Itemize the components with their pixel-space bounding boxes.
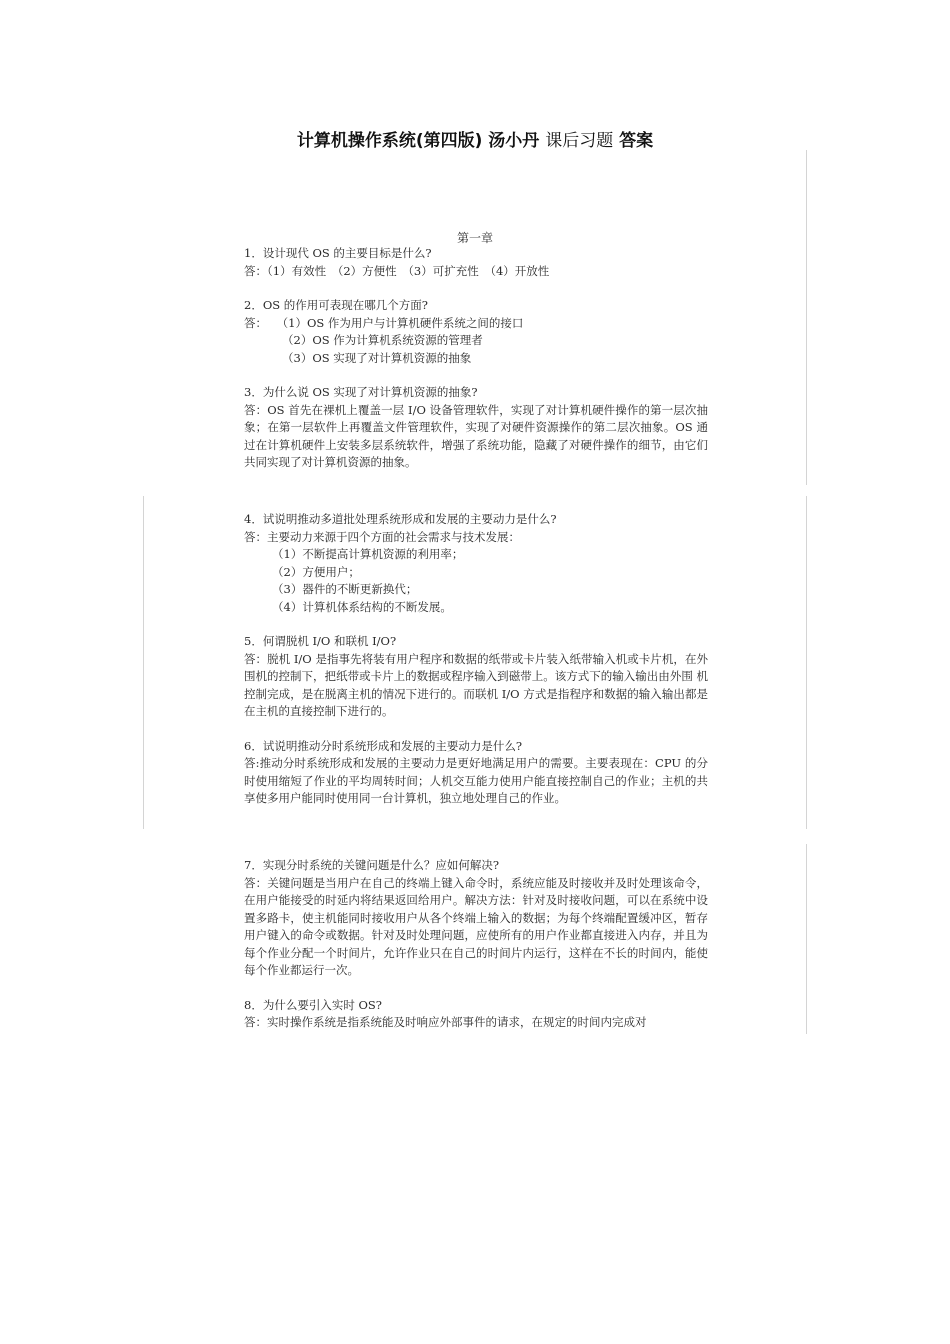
answer-4-item: （2）方便用户； bbox=[272, 564, 360, 579]
question-1: 1．设计现代 OS 的主要目标是什么? bbox=[244, 246, 432, 260]
answer-8: 答：实时操作系统是指系统能及时响应外部事件的请求，在规定的时间内完成对 bbox=[244, 1015, 647, 1029]
title-tail: 答案 bbox=[619, 131, 654, 151]
answer-2-item: （2）OS 作为计算机系统资源的管理者 bbox=[282, 333, 483, 347]
question-3: 3．为什么说 OS 实现了对计算机资源的抽象? bbox=[244, 385, 478, 399]
answer-4: 答：主要动力来源于四个方面的社会需求与技术发展： bbox=[244, 529, 520, 544]
page-edge-line bbox=[806, 844, 807, 1034]
page-edge-line bbox=[143, 496, 144, 829]
answer-1: 答：（1）有效性 （2）方便性 （3）可扩充性 （4）开放性 bbox=[244, 263, 550, 278]
answer-2-item-text: （1）OS 作为用户与计算机硬件系统之间的接口 bbox=[276, 315, 524, 330]
answer-4-item: （4）计算机体系结构的不断发展。 bbox=[272, 599, 452, 614]
title-sub: 课后习题 bbox=[545, 131, 614, 151]
answer-5: 答：脱机 I/O 是指事先将装有用户程序和数据的纸带或卡片装入纸带输入机或卡片机，在外围机的控制下，把纸带或卡片上的数据或程序输入到磁带上。该方式下的输入输出由外围 机控制完成，是在脱离主机的情况下进行的。而联机 I/O 方式是指程序和数据的输入输出都是在主机的直接控制下进行的。 bbox=[244, 651, 708, 718]
answer-4-item: （1）不断提高计算机资源的利用率； bbox=[272, 547, 464, 561]
page-edge-line bbox=[806, 150, 807, 485]
answer-6: 答:推动分时系统形成和发展的主要动力是更好地满足用户的需要。主要表现在：CPU 的分时使用缩短了作业的平均周转时间；人机交互能力使用户能直接控制自己的作业；主机的共享使多用户能同时使用同一台计算机，独立地处理自己的作业。 bbox=[244, 756, 708, 805]
answer-2-item: （3）OS 实现了对计算机资源的抽象 bbox=[282, 350, 472, 365]
question-4: 4．试说明推动多道批处理系统形成和发展的主要动力是什么? bbox=[244, 512, 557, 526]
question-6: 6．试说明推动分时系统形成和发展的主要动力是什么? bbox=[244, 738, 522, 753]
title-main: 计算机操作系统(第四版) 汤小丹 bbox=[296, 131, 540, 151]
section-q1-q3 bbox=[244, 245, 708, 472]
page-edge-line bbox=[806, 496, 807, 829]
answer-3: 答：OS 首先在裸机上覆盖一层 I/O 设备管理软件，实现了对计算机硬件操作的第一层次抽象；在第一层软件上再覆盖文件管理软件，实现了对硬件资源操作的第二层次抽象。OS 通过在计算机硬件上安装多层系统软件，增强了系统功能，隐藏了对硬件操作的细节，由它们共同实现了对计算机资源的抽象。 bbox=[244, 402, 708, 469]
section-q4-q6 bbox=[244, 511, 708, 808]
answer-7: 答：关键问题是当用户在自己的终端上键入命令时，系统应能及时接收并及时处理该命令，在用户能接受的时延内将结果返回给用户。解决方法：针对及时接收问题，可以在系统中设置多路卡，使主机能同时接收用户从各个终端上输入的数据；为每个终端配置缓冲区，暂存用户键入的命令或数据。针对及时处理问题，应使所有的用户作业都直接进入内存，并且为每个作业分配一个时间片，允许作业只在自己的时间片内运行，这样在不长的时间内，能使每个作业都运行一次。 bbox=[244, 875, 708, 977]
section-q7-q8 bbox=[244, 857, 708, 1032]
question-7: 7．实现分时系统的关键问题是什么？应如何解决? bbox=[244, 858, 499, 872]
question-5: 5．何谓脱机 I/O 和联机 I/O? bbox=[244, 634, 397, 648]
question-8: 8．为什么要引入实时 OS? bbox=[244, 997, 382, 1012]
document-title bbox=[0, 126, 950, 151]
answer-2-prefix: 答： bbox=[244, 315, 267, 330]
question-2: 2．OS 的作用可表现在哪几个方面? bbox=[244, 298, 428, 312]
answer-4-item: （3）器件的不断更新换代； bbox=[272, 582, 418, 596]
chapter-heading: 第一章 bbox=[456, 231, 493, 245]
answer-2-item bbox=[244, 315, 708, 333]
